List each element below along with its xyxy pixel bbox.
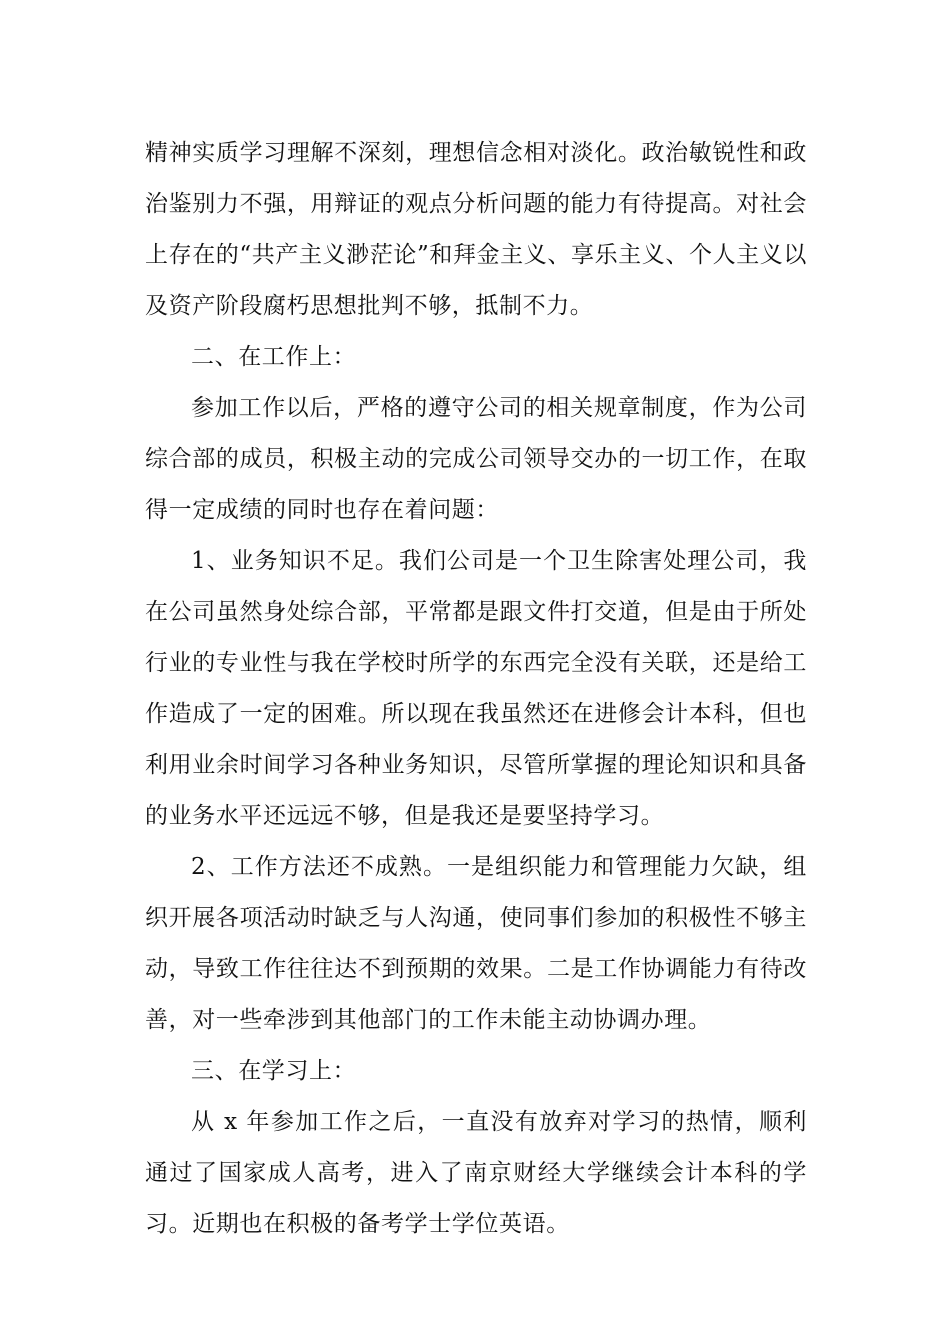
paragraph-work-intro: 参加工作以后，严格的遵守公司的相关规章制度，作为公司综合部的成员，积极主动的完成公司领导交办的一切工作，在取得一定成绩的同时也存在着问题：	[145, 395, 807, 523]
paragraph-continuation: 精神实质学习理解不深刻，理想信念相对淡化。政治敏锐性和政治鉴别力不强，用辩证的观点分析问题的能力有待提高。对社会上存在的“共产主义渺茫论”和拜金主义、享乐主义、个人主义以及资产阶段腐朽思想批判不够，抵制不力。	[145, 140, 807, 319]
section-heading-work: 二、在工作上：	[191, 344, 357, 370]
document-body	[145, 128, 807, 1250]
paragraph-study: 从 x 年参加工作之后，一直没有放弃对学习的热情，顺利通过了国家成人高考，进入了南京财经大学继续会计本科的学习。近期也在积极的备考学士学位英语。	[145, 1109, 807, 1237]
section-heading-study: 三、在学习上：	[191, 1058, 357, 1084]
paragraph-work-methods: 2、工作方法还不成熟。一是组织能力和管理能力欠缺，组织开展各项活动时缺乏与人沟通，使同事们参加的积极性不够主动，导致工作往往达不到预期的效果。二是工作协调能力有待改善，对一些牵涉到其他部门的工作未能主动协调办理。	[145, 854, 807, 1033]
paragraph-business-knowledge: 1、业务知识不足。我们公司是一个卫生除害处理公司，我在公司虽然身处综合部，平常都是跟文件打交道，但是由于所处行业的专业性与我在学校时所学的东西完全没有关联，还是给工作造成了一定的困难。所以现在我虽然还在进修会计本科，但也利用业余时间学习各种业务知识，尽管所掌握的理论知识和具备的业务水平还远远不够，但是我还是要坚持学习。	[145, 548, 807, 829]
